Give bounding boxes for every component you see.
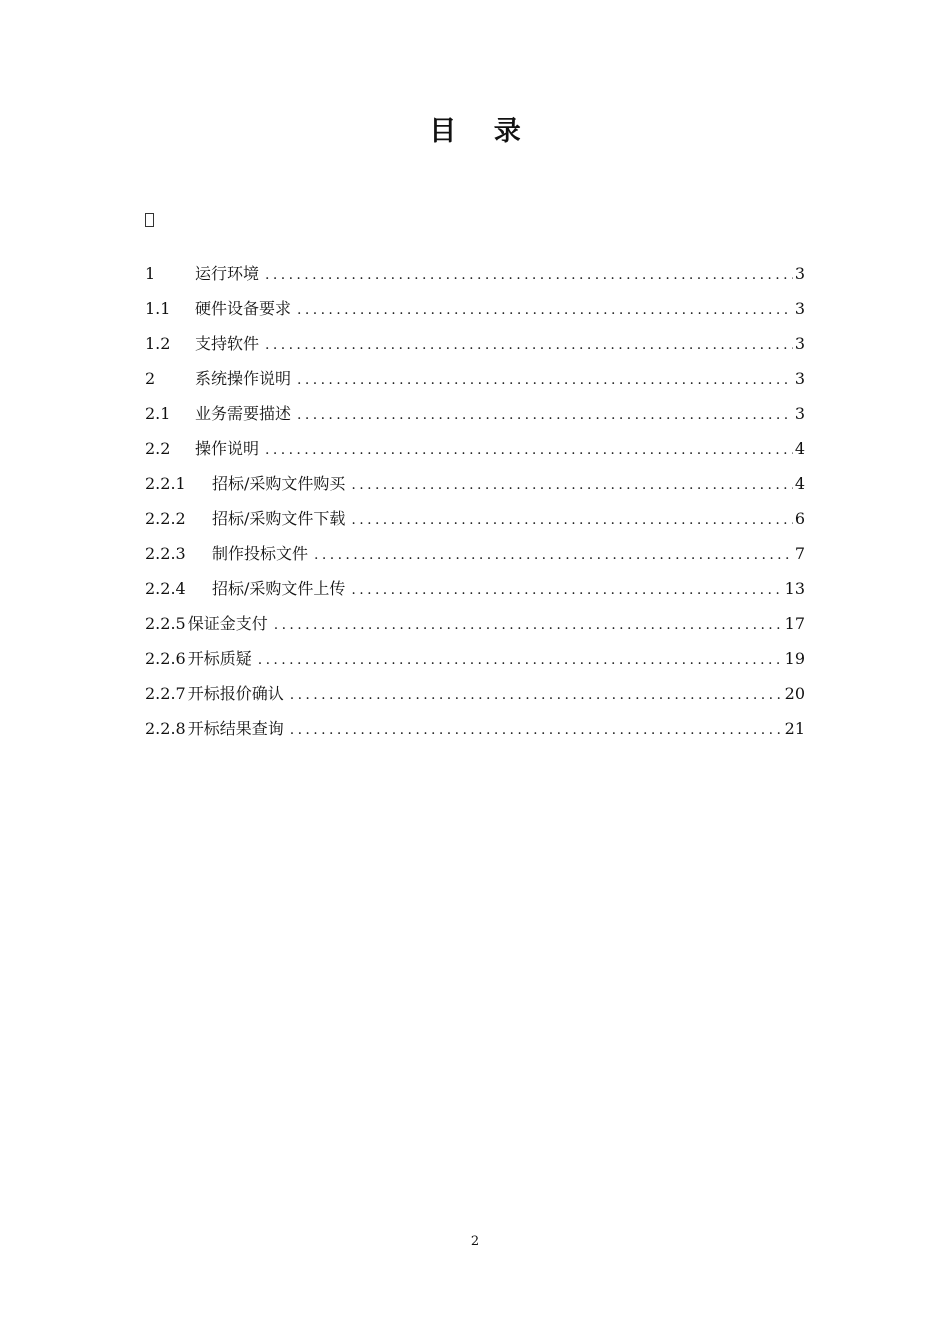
toc-entry-page: 7	[794, 544, 805, 563]
toc-entry-title: 业务需要描述	[195, 404, 292, 423]
toc-entry[interactable]	[145, 536, 805, 571]
toc-entry[interactable]	[145, 361, 805, 396]
toc-entry-title: 保证金支付	[187, 614, 268, 633]
toc-leader-dots	[265, 328, 793, 363]
toc-entry-number: 1	[145, 264, 156, 283]
toc-entry-page: 3	[794, 404, 805, 423]
toc-leader-dots	[290, 678, 783, 713]
toc-leader-dots	[297, 293, 793, 328]
toc-entry[interactable]	[145, 501, 805, 536]
toc-entry-title: 操作说明	[195, 439, 260, 458]
toc-leader-dots	[314, 538, 793, 573]
toc-entry[interactable]	[145, 466, 805, 501]
toc-leader-dots	[351, 573, 782, 608]
toc-leader-dots	[274, 608, 783, 643]
toc-entry-number: 2.2	[145, 439, 171, 458]
toc-entry-page: 20	[784, 684, 805, 703]
toc-entry[interactable]	[145, 641, 805, 676]
toc-leader-dots	[297, 398, 793, 433]
toc-entry-title: 开标结果查询	[187, 719, 284, 738]
toc-entry[interactable]	[145, 431, 805, 466]
toc-leader-dots	[265, 258, 793, 293]
toc-entry-number: 2.2.4	[145, 579, 186, 598]
toc-entry-page: 3	[794, 334, 805, 353]
toc-entry[interactable]	[145, 676, 805, 711]
toc-entry-page: 19	[784, 649, 805, 668]
toc-entry-title: 招标/采购文件上传	[212, 579, 346, 598]
missing-glyph-icon	[145, 213, 154, 227]
toc-entry-number: 2.1	[145, 404, 171, 423]
toc-entry-number: 1.2	[145, 334, 171, 353]
toc-entry-title: 制作投标文件	[212, 544, 309, 563]
toc-title: 目 录	[429, 116, 535, 147]
toc-entry-title: 招标/采购文件购买	[212, 474, 346, 493]
toc-entry-title: 硬件设备要求	[195, 299, 292, 318]
toc-entry-title: 支持软件	[195, 334, 260, 353]
toc-leader-dots	[290, 713, 783, 748]
toc-leader-dots	[297, 363, 793, 398]
toc-leader-dots	[351, 503, 792, 538]
toc-entry-number: 1.1	[145, 299, 171, 318]
toc-entry-number: 2	[145, 369, 156, 388]
toc-entry-title: 运行环境	[195, 264, 260, 283]
toc-entry-title: 开标报价确认	[187, 684, 284, 703]
toc-entry-page: 3	[794, 299, 805, 318]
toc-entry-page: 21	[784, 719, 805, 738]
toc-entry-page: 3	[794, 369, 805, 388]
toc-entry[interactable]	[145, 396, 805, 431]
toc-list	[145, 256, 805, 746]
toc-entry-title: 开标质疑	[187, 649, 252, 668]
toc-entry-number: 2.2.5	[145, 614, 186, 633]
toc-entry-page: 17	[784, 614, 805, 633]
toc-entry-number: 2.2.1	[145, 474, 186, 493]
toc-leader-dots	[351, 468, 792, 503]
toc-entry-title: 招标/采购文件下载	[212, 509, 346, 528]
toc-entry[interactable]	[145, 291, 805, 326]
toc-entry[interactable]	[145, 711, 805, 746]
toc-entry-page: 4	[794, 474, 805, 493]
toc-entry-page: 4	[794, 439, 805, 458]
toc-entry-number: 2.2.6	[145, 649, 186, 668]
toc-leader-dots	[258, 643, 783, 678]
toc-leader-dots	[265, 433, 793, 468]
toc-entry[interactable]	[145, 256, 805, 291]
toc-entry-number: 2.2.2	[145, 509, 186, 528]
toc-entry[interactable]	[145, 606, 805, 641]
toc-entry-number: 2.2.3	[145, 544, 186, 563]
toc-entry[interactable]	[145, 571, 805, 606]
toc-entry-page: 3	[794, 264, 805, 283]
toc-entry-number: 2.2.7	[145, 684, 186, 703]
toc-entry-page: 6	[794, 509, 805, 528]
toc-entry-title: 系统操作说明	[195, 369, 292, 388]
toc-entry-page: 13	[784, 579, 805, 598]
toc-entry[interactable]	[145, 326, 805, 361]
toc-entry-number: 2.2.8	[145, 719, 186, 738]
page-number: 2	[470, 1234, 480, 1249]
